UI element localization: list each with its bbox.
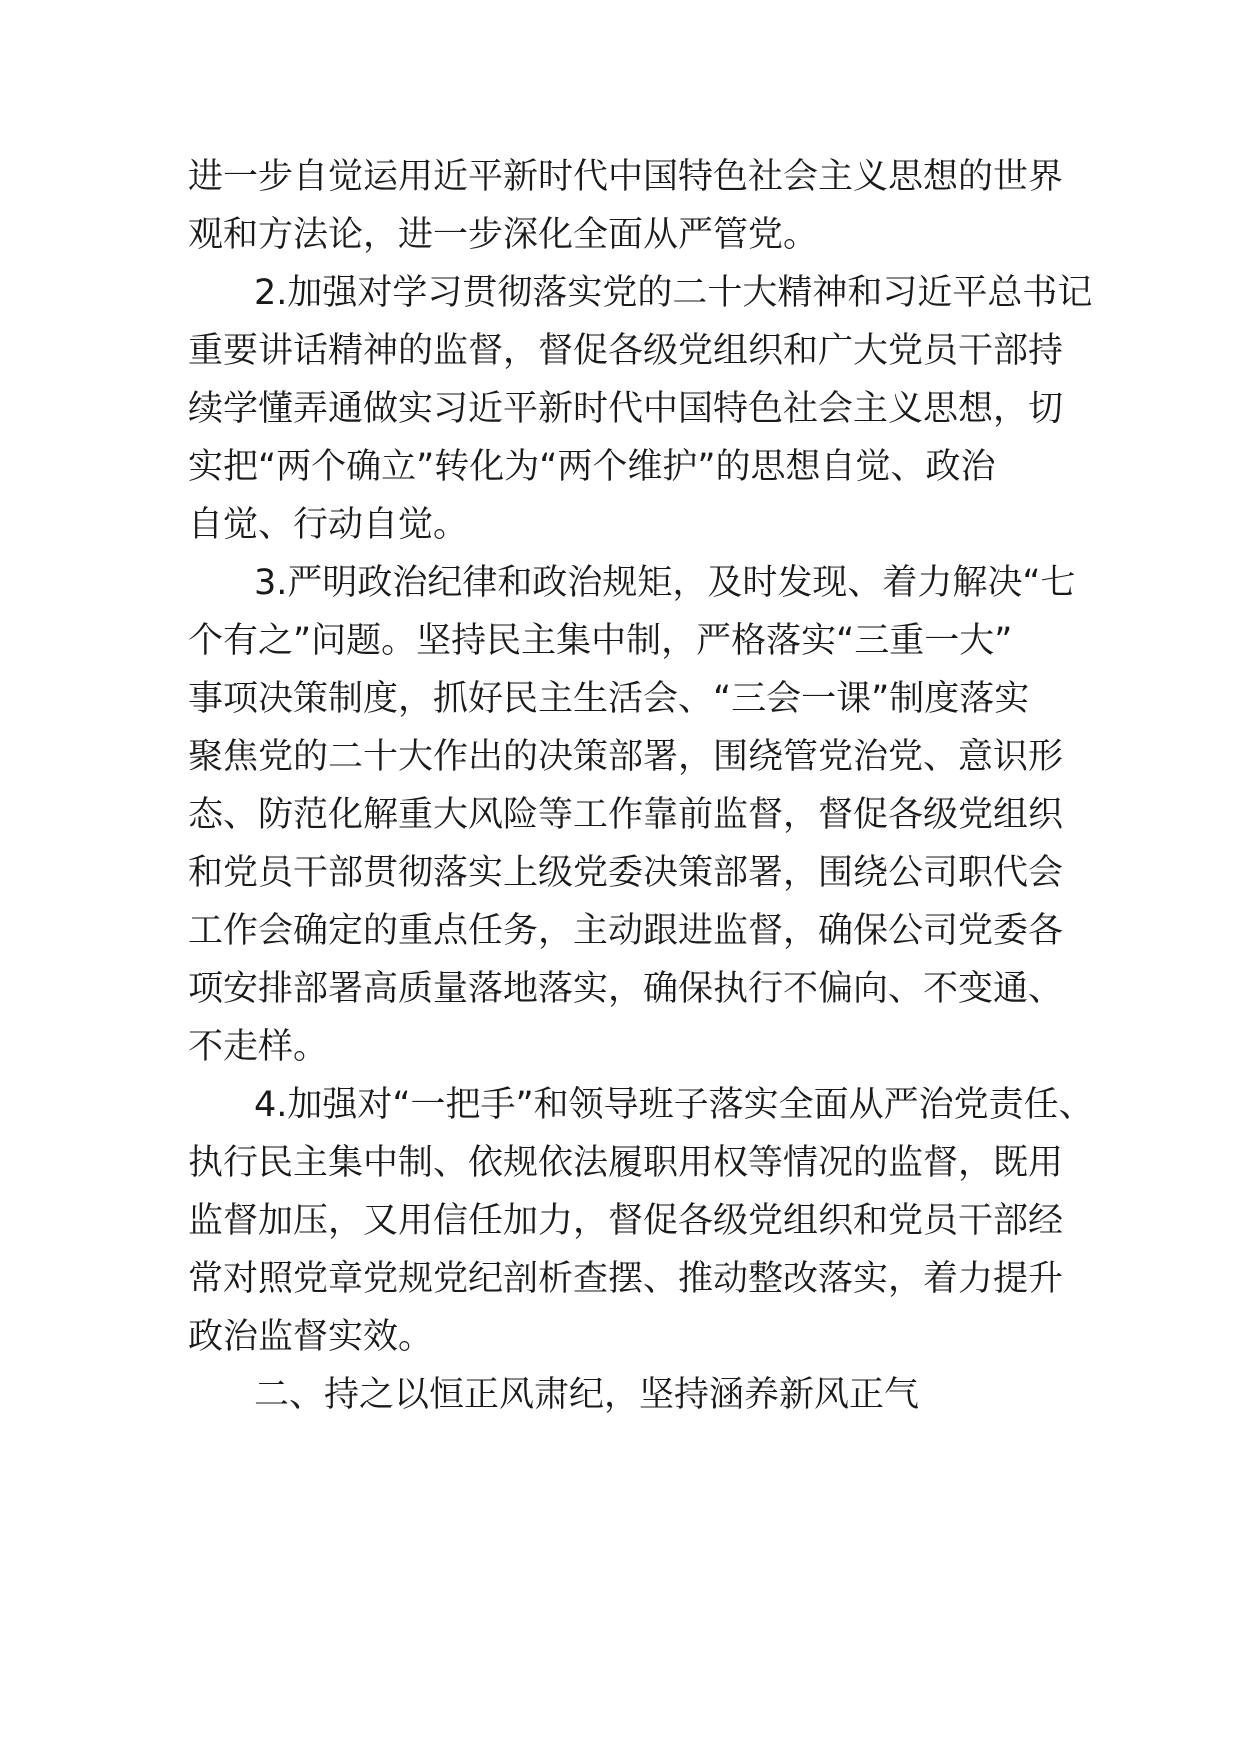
text-line: 自觉、行动自觉。 xyxy=(188,505,469,545)
text-line: 监督加压，又用信任加力，督促各级党组织和党员干部经 xyxy=(188,1201,1064,1241)
text-line: 重要讲话精神的监督，督促各级党组织和广大党员干部持 xyxy=(188,331,1064,371)
text-line: 政治监督实效。 xyxy=(188,1317,434,1357)
paragraph-2-start: 2.加强对学习贯彻落实党的二十大精神和习近平总书记 xyxy=(254,273,1093,313)
paragraph-4-start: 4.加强对“一把手”和领导班子落实全面从严治党责任、 xyxy=(254,1085,1094,1125)
text-line: 常对照党章党规党纪剖析查摆、推动整改落实，着力提升 xyxy=(188,1259,1064,1299)
section-heading: 二、持之以恒正风肃纪，坚持涵养新风正气 xyxy=(254,1375,920,1415)
text-line: 不走样。 xyxy=(188,1027,329,1067)
text-line: 续学懂弄通做实习近平新时代中国特色社会主义思想，切 xyxy=(188,389,1064,429)
text-line: 态、防范化解重大风险等工作靠前监督，督促各级党组织 xyxy=(188,795,1064,835)
text-line: 工作会确定的重点任务，主动跟进监督，确保公司党委各 xyxy=(188,911,1064,951)
text-line: 个有之”问题。坚持民主集中制，严格落实“三重一大” xyxy=(188,621,1013,661)
text-line: 和党员干部贯彻落实上级党委决策部署，围绕公司职代会 xyxy=(188,853,1064,893)
text-line: 进一步自觉运用近平新时代中国特色社会主义思想的世界 xyxy=(188,157,1064,197)
text-line: 项安排部署高质量落地落实，确保执行不偏向、不变通、 xyxy=(188,969,1064,1009)
text-line: 聚焦党的二十大作出的决策部署，围绕管党治党、意识形 xyxy=(188,737,1064,777)
text-line: 事项决策制度，抓好民主生活会、“三会一课”制度落实 xyxy=(188,679,1030,719)
text-line: 执行民主集中制、依规依法履职用权等情况的监督，既用 xyxy=(188,1143,1064,1183)
paragraph-3-start: 3.严明政治纪律和政治规矩，及时发现、着力解决“七 xyxy=(254,563,1076,603)
text-line: 观和方法论，进一步深化全面从严管党。 xyxy=(188,215,819,255)
text-line: 实把“两个确立”转化为“两个维护”的思想自觉、政治 xyxy=(188,447,996,487)
